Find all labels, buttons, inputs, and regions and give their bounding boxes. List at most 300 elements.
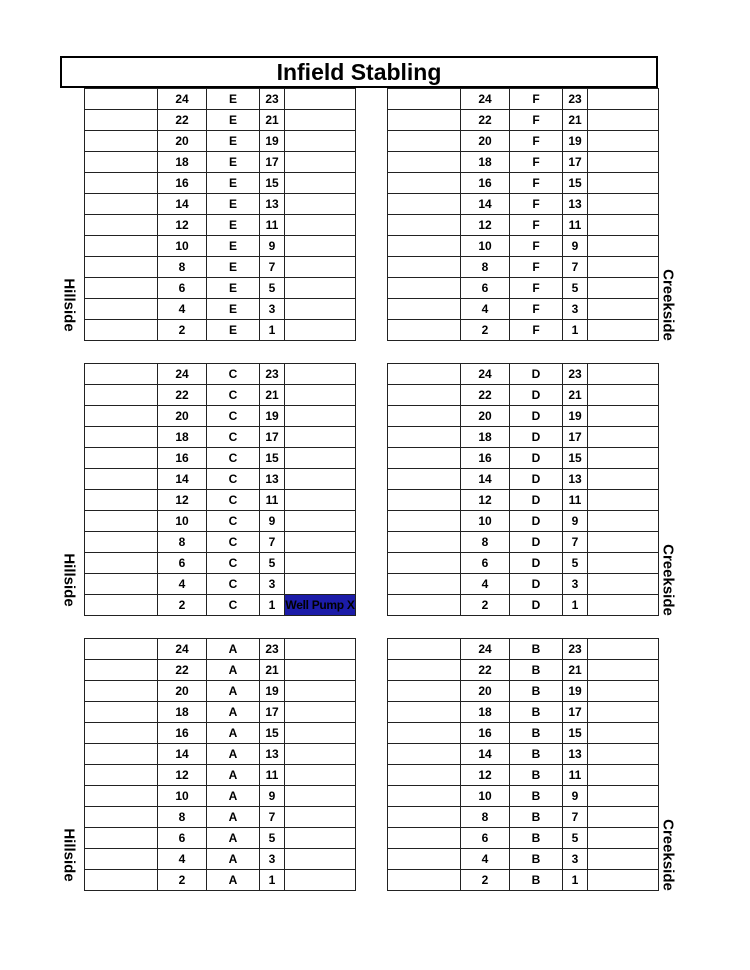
creekside-label: Creekside [659, 269, 677, 341]
stall-occupant-even [388, 131, 461, 152]
stall-occupant-even [85, 744, 158, 765]
table-row [388, 131, 659, 152]
stall-number-odd: 15 [260, 448, 285, 469]
stall-occupant-odd [285, 870, 356, 891]
stall-occupant-odd [285, 553, 356, 574]
stall-number-even: 4 [461, 574, 510, 595]
hillside-label: Hillside [60, 553, 78, 607]
table-row [85, 257, 356, 278]
stall-occupant-even [85, 131, 158, 152]
barn-letter: E [207, 215, 260, 236]
stall-occupant-odd [588, 660, 659, 681]
stall-number-odd: 5 [563, 553, 588, 574]
barn-letter: A [207, 639, 260, 660]
stall-number-even: 24 [158, 364, 207, 385]
barn-right-table [387, 88, 659, 341]
stall-occupant-odd [285, 215, 356, 236]
stall-number-even: 4 [158, 574, 207, 595]
stall-occupant-even [388, 639, 461, 660]
stall-occupant-even [85, 215, 158, 236]
stall-number-odd: 5 [260, 828, 285, 849]
barn-letter: F [510, 236, 563, 257]
table-row [85, 469, 356, 490]
stall-occupant-odd [588, 574, 659, 595]
hillside-label: Hillside [60, 278, 78, 332]
stall-occupant-even [388, 278, 461, 299]
stall-number-even: 16 [461, 448, 510, 469]
stall-number-odd: 15 [260, 723, 285, 744]
table-row [388, 257, 659, 278]
stall-number-odd: 7 [260, 532, 285, 553]
stall-number-odd: 13 [563, 744, 588, 765]
table-row [85, 278, 356, 299]
stall-occupant-odd [285, 110, 356, 131]
stall-number-even: 2 [158, 870, 207, 891]
barn-letter: E [207, 257, 260, 278]
table-row [85, 702, 356, 723]
stall-occupant-odd [285, 786, 356, 807]
table-row [85, 173, 356, 194]
stall-number-even: 6 [158, 828, 207, 849]
stall-number-even: 12 [158, 490, 207, 511]
table-row [85, 765, 356, 786]
stall-number-even: 6 [158, 278, 207, 299]
table-row [85, 660, 356, 681]
stall-number-odd: 15 [563, 173, 588, 194]
barn-letter: F [510, 152, 563, 173]
barn-letter: E [207, 173, 260, 194]
stall-number-odd: 3 [260, 849, 285, 870]
stall-occupant-odd [285, 660, 356, 681]
stall-number-odd: 19 [563, 681, 588, 702]
stall-number-even: 6 [461, 828, 510, 849]
stall-occupant-even [388, 364, 461, 385]
barn-letter: E [207, 131, 260, 152]
stall-occupant-odd [588, 110, 659, 131]
stall-number-odd: 23 [260, 89, 285, 110]
table-row [85, 490, 356, 511]
barn-letter: D [510, 364, 563, 385]
table-row [388, 765, 659, 786]
stall-occupant-odd [285, 427, 356, 448]
barn-letter: C [207, 406, 260, 427]
barn-letter: D [510, 553, 563, 574]
stall-occupant-odd [588, 807, 659, 828]
stall-occupant-even [388, 236, 461, 257]
page-title: Infield Stabling [60, 56, 658, 88]
stall-occupant-even [85, 89, 158, 110]
stall-occupant-even [85, 427, 158, 448]
stall-number-even: 16 [461, 723, 510, 744]
stall-occupant-odd [285, 574, 356, 595]
stall-occupant-odd [588, 427, 659, 448]
stall-number-even: 2 [461, 320, 510, 341]
stall-number-even: 8 [158, 807, 207, 828]
stall-number-even: 14 [461, 469, 510, 490]
stall-number-odd: 19 [260, 681, 285, 702]
stall-occupant-odd [588, 320, 659, 341]
stall-number-odd: 7 [260, 807, 285, 828]
stall-number-even: 20 [158, 131, 207, 152]
stall-number-odd: 3 [260, 299, 285, 320]
hillside-label: Hillside [60, 828, 78, 882]
stall-number-even: 24 [461, 364, 510, 385]
stall-occupant-even [85, 299, 158, 320]
stall-number-odd: 19 [563, 131, 588, 152]
stall-number-even: 4 [158, 299, 207, 320]
stall-number-even: 2 [158, 320, 207, 341]
table-row [85, 385, 356, 406]
barn-letter: F [510, 257, 563, 278]
stall-number-odd: 23 [563, 89, 588, 110]
stall-number-even: 4 [461, 849, 510, 870]
table-row [85, 849, 356, 870]
stall-occupant-odd [285, 364, 356, 385]
stall-occupant-even [85, 469, 158, 490]
stall-occupant-even [388, 870, 461, 891]
stall-number-even: 2 [158, 595, 207, 616]
barn-letter: C [207, 595, 260, 616]
stall-number-even: 14 [158, 469, 207, 490]
stall-occupant-even [85, 385, 158, 406]
stall-number-even: 12 [158, 765, 207, 786]
stall-occupant-even [388, 660, 461, 681]
barn-letter: F [510, 89, 563, 110]
barn-letter: D [510, 595, 563, 616]
stall-occupant-even [85, 532, 158, 553]
stall-occupant-even [388, 257, 461, 278]
stall-occupant-odd [588, 723, 659, 744]
stall-number-even: 6 [158, 553, 207, 574]
stall-number-odd: 3 [260, 574, 285, 595]
table-row [388, 553, 659, 574]
stall-occupant-even [388, 723, 461, 744]
stall-number-odd: 15 [563, 448, 588, 469]
table-row [85, 427, 356, 448]
stall-number-odd: 21 [260, 385, 285, 406]
stall-number-odd: 15 [260, 173, 285, 194]
table-row [388, 194, 659, 215]
stall-occupant-odd [285, 702, 356, 723]
stall-number-odd: 21 [563, 660, 588, 681]
table-row [85, 406, 356, 427]
stall-occupant-odd [588, 278, 659, 299]
barn-letter: C [207, 490, 260, 511]
stall-number-odd: 13 [260, 469, 285, 490]
stall-occupant-odd [285, 448, 356, 469]
stall-occupant-even [388, 702, 461, 723]
stall-number-odd: 7 [260, 257, 285, 278]
stall-occupant-odd [588, 765, 659, 786]
table-row [85, 595, 356, 616]
table-row [85, 299, 356, 320]
stall-occupant-even [388, 807, 461, 828]
stall-occupant-odd [285, 532, 356, 553]
barn-letter: F [510, 131, 563, 152]
stall-number-even: 16 [158, 448, 207, 469]
stall-occupant-odd [588, 595, 659, 616]
barn-letter: A [207, 870, 260, 891]
stall-number-even: 20 [461, 131, 510, 152]
stall-occupant-even [85, 553, 158, 574]
stall-occupant-odd [588, 849, 659, 870]
barn-letter: A [207, 744, 260, 765]
barn-letter: C [207, 532, 260, 553]
table-row [85, 215, 356, 236]
stall-occupant-even [85, 110, 158, 131]
table-row [85, 194, 356, 215]
stall-occupant-odd [588, 406, 659, 427]
stall-occupant-odd [285, 681, 356, 702]
barn-letter: B [510, 723, 563, 744]
table-row [85, 744, 356, 765]
stall-occupant-even [85, 364, 158, 385]
barn-letter: A [207, 849, 260, 870]
barn-letter: E [207, 278, 260, 299]
stall-occupant-odd [588, 173, 659, 194]
stall-occupant-odd [588, 152, 659, 173]
barn-letter: A [207, 765, 260, 786]
stall-occupant-even [388, 194, 461, 215]
barn-letter: F [510, 215, 563, 236]
barn-letter: E [207, 89, 260, 110]
table-row [85, 89, 356, 110]
stall-occupant-even [85, 681, 158, 702]
stall-occupant-even [388, 89, 461, 110]
barn-letter: E [207, 236, 260, 257]
table-row [388, 385, 659, 406]
stall-number-even: 22 [158, 385, 207, 406]
stall-occupant-even [388, 173, 461, 194]
stall-number-even: 8 [461, 532, 510, 553]
stall-number-even: 18 [461, 152, 510, 173]
stall-occupant-even [85, 870, 158, 891]
stall-occupant-even [388, 469, 461, 490]
stall-number-even: 18 [158, 702, 207, 723]
stall-number-odd: 11 [563, 215, 588, 236]
barn-letter: A [207, 807, 260, 828]
stall-occupant-odd [588, 553, 659, 574]
stall-occupant-even [388, 448, 461, 469]
stall-number-even: 4 [461, 299, 510, 320]
table-row [388, 681, 659, 702]
stall-occupant-even [85, 723, 158, 744]
stall-number-odd: 13 [563, 194, 588, 215]
stall-occupant-even [85, 511, 158, 532]
stall-occupant-odd [588, 681, 659, 702]
stall-occupant-odd [285, 385, 356, 406]
stall-number-even: 20 [461, 406, 510, 427]
barn-letter: C [207, 427, 260, 448]
table-row [388, 723, 659, 744]
table-row [388, 406, 659, 427]
table-row [388, 595, 659, 616]
stall-number-odd: 13 [260, 194, 285, 215]
stall-number-even: 24 [158, 639, 207, 660]
barn-letter: B [510, 681, 563, 702]
barn-letter: A [207, 723, 260, 744]
stall-occupant-odd [285, 278, 356, 299]
table-row [388, 236, 659, 257]
stall-number-even: 14 [461, 194, 510, 215]
stall-number-even: 12 [158, 215, 207, 236]
table-row [85, 639, 356, 660]
stall-occupant-odd [588, 490, 659, 511]
stall-occupant-odd [285, 849, 356, 870]
stall-occupant-even [388, 490, 461, 511]
barn-letter: F [510, 110, 563, 131]
stall-occupant-odd [588, 257, 659, 278]
stall-number-odd: 11 [260, 490, 285, 511]
stall-occupant-even [85, 702, 158, 723]
table-row [388, 744, 659, 765]
stall-occupant-odd [285, 511, 356, 532]
table-row [388, 469, 659, 490]
stall-occupant-even [388, 320, 461, 341]
stall-occupant-odd [588, 511, 659, 532]
barn-letter: F [510, 299, 563, 320]
stall-number-even: 24 [461, 89, 510, 110]
stall-number-odd: 17 [260, 427, 285, 448]
stall-number-even: 20 [158, 681, 207, 702]
stall-number-odd: 3 [563, 849, 588, 870]
barn-letter: F [510, 194, 563, 215]
barn-letter: E [207, 320, 260, 341]
stall-occupant-even [85, 194, 158, 215]
stall-occupant-odd [588, 744, 659, 765]
barn-left-table [84, 638, 356, 891]
table-row [388, 786, 659, 807]
stall-number-odd: 11 [260, 215, 285, 236]
table-row [85, 448, 356, 469]
stall-occupant-even [388, 553, 461, 574]
stall-occupant-odd [588, 469, 659, 490]
table-row [85, 364, 356, 385]
stall-number-odd: 9 [260, 236, 285, 257]
stall-occupant-odd [285, 89, 356, 110]
stall-number-even: 22 [461, 110, 510, 131]
stall-number-even: 8 [158, 257, 207, 278]
stall-number-odd: 5 [563, 828, 588, 849]
stall-number-odd: 23 [563, 639, 588, 660]
stall-number-even: 10 [158, 236, 207, 257]
table-row [85, 828, 356, 849]
stall-number-odd: 1 [260, 870, 285, 891]
barn-letter: C [207, 511, 260, 532]
table-row [388, 639, 659, 660]
table-row [388, 490, 659, 511]
stall-occupant-odd [285, 406, 356, 427]
stall-occupant-even [85, 406, 158, 427]
table-row [388, 152, 659, 173]
stall-occupant-even [388, 744, 461, 765]
stall-number-even: 20 [461, 681, 510, 702]
stall-occupant-even [388, 385, 461, 406]
stall-number-even: 8 [461, 807, 510, 828]
stall-number-odd: 9 [563, 786, 588, 807]
table-row [85, 870, 356, 891]
stall-number-odd: 5 [260, 553, 285, 574]
stall-number-even: 24 [461, 639, 510, 660]
stall-number-odd: 19 [260, 406, 285, 427]
stall-occupant-odd [588, 786, 659, 807]
stall-number-even: 18 [461, 427, 510, 448]
stall-number-odd: 23 [260, 639, 285, 660]
stall-occupant-even [85, 257, 158, 278]
stall-number-even: 16 [158, 173, 207, 194]
stall-occupant-odd [285, 299, 356, 320]
stall-number-even: 18 [158, 427, 207, 448]
stall-number-even: 4 [158, 849, 207, 870]
table-row [388, 702, 659, 723]
table-row [85, 681, 356, 702]
table-row [388, 870, 659, 891]
stall-number-odd: 13 [260, 744, 285, 765]
barn-letter: D [510, 385, 563, 406]
stall-number-odd: 21 [563, 110, 588, 131]
table-row [388, 511, 659, 532]
stall-number-even: 18 [461, 702, 510, 723]
table-row [388, 110, 659, 131]
stall-occupant-even [85, 639, 158, 660]
stall-occupant-odd [285, 173, 356, 194]
stall-occupant-odd [285, 490, 356, 511]
stall-occupant-odd [285, 469, 356, 490]
stall-number-even: 6 [461, 553, 510, 574]
stall-occupant-even [85, 236, 158, 257]
table-row [388, 89, 659, 110]
well-pump-note: Well Pump X [285, 595, 356, 616]
stall-number-even: 16 [461, 173, 510, 194]
stall-number-odd: 5 [563, 278, 588, 299]
barn-letter: C [207, 364, 260, 385]
barn-letter: D [510, 406, 563, 427]
stall-occupant-even [388, 215, 461, 236]
barn-letter: A [207, 681, 260, 702]
barn-letter: E [207, 194, 260, 215]
stall-occupant-even [388, 532, 461, 553]
stall-occupant-even [85, 278, 158, 299]
table-row [388, 320, 659, 341]
table-row [388, 532, 659, 553]
stall-occupant-even [85, 765, 158, 786]
stall-number-even: 10 [158, 511, 207, 532]
creekside-label: Creekside [659, 819, 677, 891]
barn-letter: E [207, 152, 260, 173]
stall-number-odd: 13 [563, 469, 588, 490]
stall-number-even: 24 [158, 89, 207, 110]
stall-occupant-even [85, 786, 158, 807]
stall-occupant-odd [285, 807, 356, 828]
stall-occupant-odd [588, 89, 659, 110]
stall-number-odd: 1 [260, 320, 285, 341]
stall-occupant-even [85, 807, 158, 828]
stall-occupant-odd [285, 131, 356, 152]
stall-number-even: 10 [461, 511, 510, 532]
stall-occupant-odd [588, 194, 659, 215]
stall-number-even: 6 [461, 278, 510, 299]
stall-number-odd: 1 [260, 595, 285, 616]
stall-number-odd: 9 [563, 511, 588, 532]
table-row [85, 511, 356, 532]
barn-right-table [387, 638, 659, 891]
stall-occupant-even [85, 152, 158, 173]
table-row [388, 215, 659, 236]
stall-occupant-odd [588, 236, 659, 257]
stall-number-odd: 17 [563, 427, 588, 448]
stall-occupant-odd [588, 448, 659, 469]
barn-right-table [387, 363, 659, 616]
